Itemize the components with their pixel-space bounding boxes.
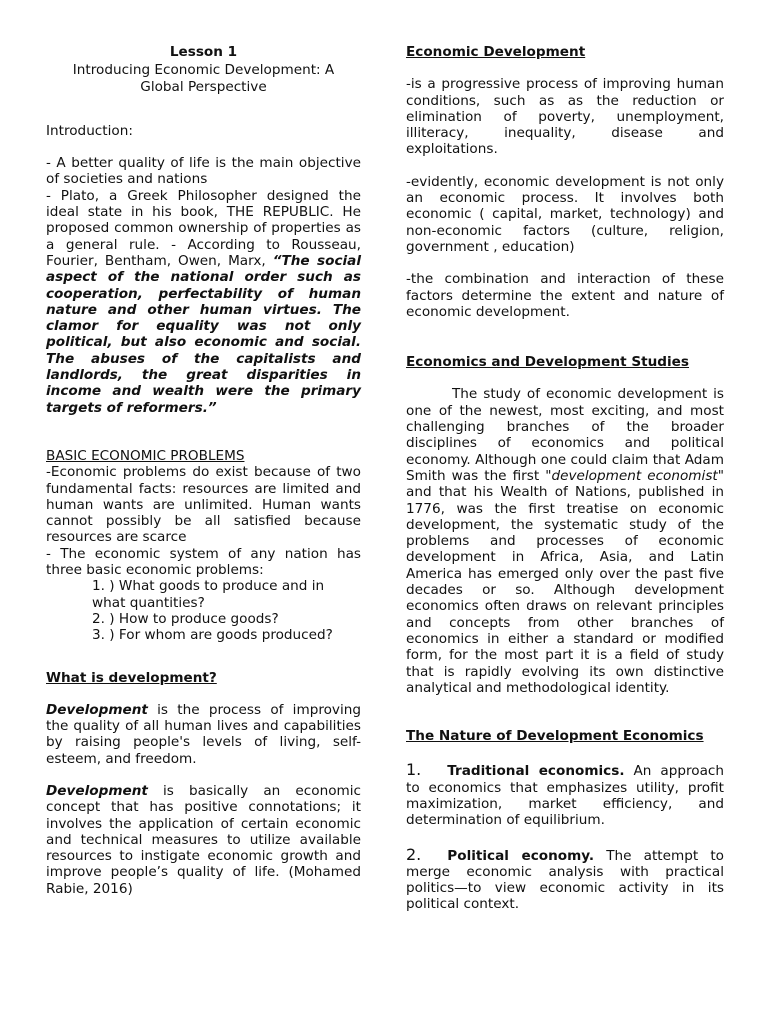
list-item: 1. ) What goods to produce and in what quantities? bbox=[92, 578, 325, 611]
development-paragraph-1 bbox=[46, 702, 361, 767]
lesson-title: Lesson 1 bbox=[169, 44, 238, 60]
intro-paragraph-1: - A better quality of life is the main objective of societies and nations bbox=[46, 155, 361, 188]
list-item: 2. ) How to produce goods? bbox=[92, 610, 279, 627]
nature-item-number: 1. bbox=[406, 760, 422, 780]
basic-problems-list bbox=[46, 578, 361, 643]
intro-paragraph-2 bbox=[46, 188, 361, 416]
nature-item-2 bbox=[406, 844, 724, 913]
nature-item-1 bbox=[406, 762, 724, 828]
right-column bbox=[406, 44, 724, 913]
development-definition: is the process of improving the quality of all human lives and capabilities by raising people's levels of living, self-esteem, and freedom. bbox=[46, 701, 361, 767]
intro-heading: Introduction: bbox=[46, 122, 133, 139]
development-studies-heading: Economics and Development Studies bbox=[406, 354, 689, 371]
nature-item-text: An approach to economics that emphasizes utility, profit maximization, market efficiency, and determination of equilibrium. bbox=[406, 763, 725, 829]
development-studies-text-a: The study of economic development is one of the newest, most exciting, and most challenging branches of the broader disciplines of economics and political economy. Although one could claim that Adam Smith was the first bbox=[406, 386, 724, 484]
what-is-development-heading: What is development? bbox=[46, 669, 217, 686]
development-concept: is basically an economic concept that has positive connotations; it involves the application of certain economic and technical measures to utilize available resources to instigate economic growth and improve people’s quality of life. (Mohamed Rabie, 2016) bbox=[46, 782, 361, 897]
nature-item-number: 2. bbox=[406, 844, 422, 864]
left-column bbox=[46, 44, 361, 897]
economic-development-paragraph-1: -is a progressive process of improving human conditions, such as as the reduction or elimination of poverty, unemployment, illiteracy, inequality, disease and exploitations. bbox=[406, 76, 724, 158]
intro-paragraph-2-text: - Plato, a Greek Philosopher designed the ideal state in his book, THE REPUBLIC. He proposed common ownership of properties as a general rule. - According to Rousseau, Fourier, Bentham, Owen, Marx, bbox=[46, 187, 361, 269]
nature-heading: The Nature of Development Economics bbox=[406, 728, 704, 745]
development-paragraph-2 bbox=[46, 783, 361, 897]
development-term: Development bbox=[46, 701, 148, 718]
nature-item-term: Political economy. bbox=[447, 847, 595, 864]
nature-item-term: Traditional economics. bbox=[447, 763, 625, 780]
nature-item-text: The attempt to merge economic analysis with practical politics—to view economic activity in its political context. bbox=[406, 847, 724, 913]
reformers-quote: “The social aspect of the national order such as cooperation, perfectability of human nature and other human virtues. The clamor for equality was not only political, but also economic and social. The abuses of the capitalists and landlords, the great disparities in income and wealth were the primary targets of reformers.” bbox=[46, 252, 361, 416]
economic-development-paragraph-3: -the combination and interaction of these factors determine the extent and nature of economic development. bbox=[406, 271, 724, 320]
development-studies-text-b: and that his Wealth of Nations, published in 1776, was the first treatise on economic development, the systematic study of the problems and processes of economic development in Africa, Asia, and Latin America has emerged only over the past five decades or so. Although development economics often draws on relevant principles and concepts from other branches of economics in either a standard or modified form, for the most part it is a field of study that is rapidly evolving its own distinctive analytical and methodological identity. bbox=[406, 484, 724, 696]
development-studies-paragraph bbox=[406, 386, 724, 696]
development-economist-term: "development economist" bbox=[545, 467, 724, 484]
lesson-subtitle: Introducing Economic Development: A Global Perspective bbox=[72, 62, 335, 95]
basic-problems-heading: BASIC ECONOMIC PROBLEMS bbox=[46, 447, 245, 464]
development-term: Development bbox=[46, 782, 148, 799]
economic-development-paragraph-2: -evidently, economic development is not only an economic process. It involves both economic ( capital, market, technology) and non-economic factors (culture, religion, government , education) bbox=[406, 173, 724, 255]
basic-problems-paragraph-2: - The economic system of any nation has three basic economic problems: bbox=[46, 545, 361, 579]
economic-development-heading: Economic Development bbox=[406, 44, 586, 60]
basic-problems-paragraph-1: -Economic problems do exist because of two fundamental facts: resources are limited and human wants are unlimited. Human wants cannot possibly be all satisfied because resources are scarce bbox=[46, 464, 361, 546]
list-item: 3. ) For whom are goods produced? bbox=[92, 627, 333, 644]
